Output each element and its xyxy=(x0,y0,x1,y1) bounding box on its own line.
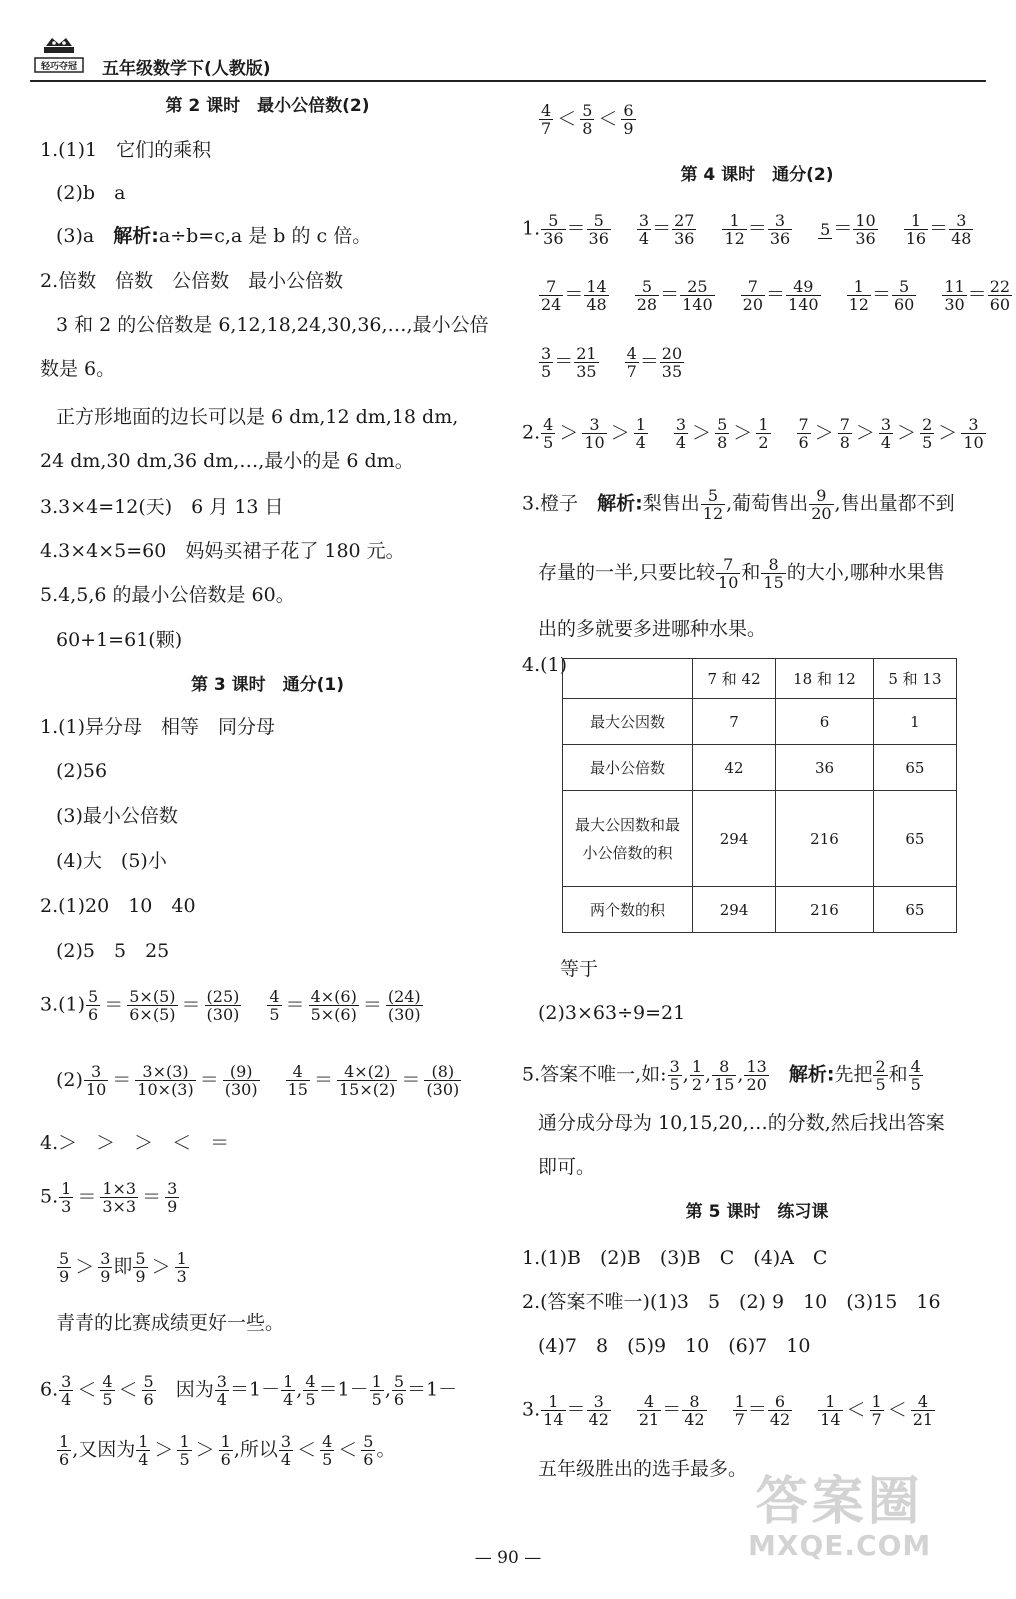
item-number: 4.(1) xyxy=(522,654,568,676)
answer-line: 24 dm,30 dm,36 dm,…,最小的是 6 dm。 xyxy=(40,450,414,472)
gcd-lcm-table xyxy=(562,658,957,933)
answer-line: 青青的比赛成绩更好一些。 xyxy=(56,1312,285,1334)
analysis-label: 解析: xyxy=(113,225,159,247)
answer-line: 正方形地面的边长可以是 6 dm,12 dm,18 dm, xyxy=(56,406,459,428)
equation-line: 存量的一半,只要比较 $\frac{7}{10}$ 和 $\frac{8}{15}$ 的大小,哪种水果售 xyxy=(538,555,945,592)
answer-line: (4)大 (5)小 xyxy=(56,850,167,872)
fraction: $\frac{1}{4}$ xyxy=(283,1372,294,1409)
answer-line: (2)3×63÷9=21 xyxy=(538,1002,686,1024)
answer-line: 通分成分母为 10,15,20,…的分数,然后找出答案 xyxy=(538,1112,945,1134)
fraction: $\frac{1}{5}$ xyxy=(179,1432,190,1469)
equation-line: 3.橙子 解析:梨售出 $\frac{5}{12}$ ,葡萄售出 $\frac{9}{20}$ ,售出量都不到 xyxy=(522,486,955,523)
fraction: $\frac{3\times(3)}{10\times(3)}$ xyxy=(137,1062,194,1099)
fraction: $\frac{(24)}{(30)}$ xyxy=(387,987,421,1024)
table-row: 最大公因数 7 6 1 xyxy=(563,699,957,745)
table-row: 最大公因数和最 小公倍数的积 294 216 65 xyxy=(563,791,957,887)
answer-line: 1.(1)1 它们的乘积 xyxy=(40,139,212,161)
answer-line: 5.4,5,6 的最小公倍数是 60。 xyxy=(40,584,295,606)
fraction: $\frac{(8)}{(30)}$ xyxy=(426,1062,460,1099)
item-number: 1. xyxy=(522,217,541,240)
item-number: 2. xyxy=(522,421,541,444)
answer-text: a÷b=c,a 是 b 的 c 倍。 xyxy=(158,225,372,247)
fraction: $\frac{3}{4}$ xyxy=(280,1432,292,1469)
fraction: $\frac{1}{4}$ xyxy=(138,1432,149,1469)
answer-line: 2.倍数 倍数 公倍数 最小公倍数 xyxy=(40,270,344,292)
equation-line: $\frac{4}{7}$ ＜ $\frac{5}{8}$ ＜ $\frac{6}{9}$ xyxy=(541,101,634,138)
fraction: $\frac{4}{15}$ xyxy=(287,1062,308,1099)
answer-line: 2.(1)20 10 40 xyxy=(40,895,196,917)
watermark-url: MXQE.COM xyxy=(748,1529,932,1562)
answer-line: 即可。 xyxy=(538,1156,596,1178)
item-number: 5. xyxy=(40,1185,59,1208)
answer-line: (2)b a xyxy=(56,182,126,204)
fraction: $\frac{1}{3}$ xyxy=(176,1249,187,1286)
equation-line: 2. $\frac{4}{5}$ ＞ $\frac{3}{10}$ ＞ $\frac{1}{4}$ $\frac{3}{4}$ ＞ $\frac{5}{8}$ ＞ $\frac{1}{2}$ $\frac{7}{6}$ ＞ $\frac{7}{8}$ ＞ $\frac{3}{4}$ ＞ $\frac{2}{5}$ ＞ $\frac{3}{10}$ xyxy=(522,415,984,452)
fraction: $\frac{5}{6}$ xyxy=(393,1372,405,1409)
answer-line: (4)7 8 (5)9 10 (6)7 10 xyxy=(538,1335,811,1357)
table-row: 最小公倍数 42 36 65 xyxy=(563,745,957,791)
section-title: 第 3 课时 通分(1) xyxy=(190,675,345,695)
answer-line: 五年级胜出的选手最多。 xyxy=(538,1458,748,1480)
equation-line: 3.(1) $\frac{5}{6}$ ＝ $\frac{5\times(5)}{6\times(5)}$ ＝ $\frac{(25)}{(30)}$ $\frac{4}{5}$ ＝ $\frac{4\times(6)}{5\times(6)}$ ＝ $\frac{(24)}{(30)}$ xyxy=(40,987,421,1024)
item-number: 6. xyxy=(40,1378,59,1401)
equation-line: 6. $\frac{3}{4}$ ＜ $\frac{4}{5}$ ＜ $\frac{5}{6}$ 因为 $\frac{3}{4}$ ＝1－ $\frac{1}{4}$ , $\frac{4}{5}$ ＝1－ $\frac{1}{5}$ , $\frac{5}{6}$ ＝1－ xyxy=(40,1372,458,1409)
section-title: 第 4 课时 通分(2) xyxy=(680,165,834,185)
equation-line: $\frac{1}{6}$ ,又因为 $\frac{1}{4}$ ＞ $\frac{1}{5}$ ＞ $\frac{1}{6}$ ,所以 $\frac{3}{4}$ ＜ $\frac{4}{5}$ ＜ $\frac{5}{6}$ 。 xyxy=(59,1432,396,1469)
fraction: $\frac{5\times(5)}{6\times(5)}$ xyxy=(129,987,176,1024)
answer-line: (3)最小公倍数 xyxy=(56,805,178,827)
watermark-logo: 答案圈 xyxy=(755,1472,924,1532)
fraction: $\frac{5}{6}$ xyxy=(363,1432,374,1469)
book-title: 五年级数学下(人教版) xyxy=(102,59,271,79)
table-row: 7 和 42 18 和 12 5 和 13 xyxy=(563,659,957,699)
answer-line: 1.(1)异分母 相等 同分母 xyxy=(40,716,276,738)
fraction: $\frac{1}{6}$ xyxy=(220,1432,231,1469)
page-number: — 90 — xyxy=(474,1548,542,1568)
answer-line: 4.＞ ＞ ＞ ＜ ＝ xyxy=(40,1132,230,1154)
equation-line: $\frac{3}{5}$ ＝ $\frac{21}{35}$ $\frac{4}{7}$ ＝ $\frac{20}{35}$ xyxy=(541,344,683,381)
equation-line: $\frac{5}{9}$ ＞ $\frac{3}{9}$ 即 $\frac{5}{9}$ ＞ $\frac{1}{3}$ xyxy=(59,1249,187,1286)
fraction: $\frac{1}{6}$ xyxy=(59,1432,70,1469)
fraction: $\frac{3}{4}$ xyxy=(61,1372,72,1409)
fraction: $\frac{5}{6}$ xyxy=(143,1372,154,1409)
fraction: $\frac{3}{10}$ xyxy=(85,1062,107,1099)
fraction: $\frac{4\times(2)}{15\times(2)}$ xyxy=(338,1062,396,1099)
answer-line xyxy=(56,223,371,249)
answer-line: 1.(1)B (2)B (3)B C (4)A C xyxy=(522,1247,828,1269)
fraction: $\frac{1}{5}$ xyxy=(371,1372,382,1409)
answer-line: 出的多就要多进哪种水果。 xyxy=(538,618,767,640)
equation-line: $\frac{7}{24}$ ＝ $\frac{14}{48}$ $\frac{5}{28}$ ＝ $\frac{25}{140}$ $\frac{7}{20}$ ＝ $\frac{49}{140}$ $\frac{1}{12}$ ＝ $\frac{5}{60}$ $\frac{11}{30}$ ＝ $\frac{22}{60}$ xyxy=(541,277,1011,314)
fraction: $\frac{4}{5}$ xyxy=(322,1432,333,1469)
fraction: $\frac{4}{7}$ xyxy=(541,101,552,138)
book-logo-icon xyxy=(32,32,86,76)
item-number: (2) xyxy=(56,1068,83,1091)
fraction: $\frac{5}{8}$ xyxy=(582,101,593,138)
fraction: $\frac{4}{5}$ xyxy=(269,987,280,1024)
section-title: 第 2 课时 最小公倍数(2) xyxy=(165,96,370,116)
fraction: $\frac{6}{9}$ xyxy=(623,101,634,138)
answer-line: (2)56 xyxy=(56,760,108,782)
fraction: $\frac{3}{9}$ xyxy=(167,1179,178,1216)
equation-line: 1. $\frac{5}{36}$ ＝ $\frac{5}{36}$ $\frac{3}{4}$ ＝ $\frac{27}{36}$ $\frac{1}{12}$ ＝ $\frac{3}{36}$ 5 ＝ $\frac{10}{36}$ $\frac{1}{16}$ ＝ $\frac{3}{48}$ xyxy=(522,211,972,248)
fraction: $\frac{5}{9}$ xyxy=(135,1249,146,1286)
answer-line: 3 和 2 的公倍数是 6,12,18,24,30,36,…,最小公倍 xyxy=(56,314,489,336)
fraction: $\frac{1\times 3}{3\times 3}$ xyxy=(102,1179,137,1216)
answer-line: 等于 xyxy=(560,958,599,980)
equation-line: 5.答案不唯一,如: $\frac{3}{5}$ , $\frac{1}{2}$ , $\frac{8}{15}$ , $\frac{13}{20}$ 解析:先把 $\frac{2}{5}$ 和 $\frac{4}{5}$ xyxy=(522,1057,921,1094)
answer-line: 3.3×4=12(天) 6 月 13 日 xyxy=(40,496,284,518)
fraction: $\frac{(9)}{(30)}$ xyxy=(224,1062,258,1099)
answer-line: 4.3×4×5=60 妈妈买裙子花了 180 元。 xyxy=(40,540,405,562)
answer-line: 数是 6。 xyxy=(40,358,116,380)
fraction: $\frac{4}{5}$ xyxy=(305,1372,316,1409)
fraction: $\frac{(25)}{(30)}$ xyxy=(206,987,240,1024)
item-number: 3.(1) xyxy=(40,993,86,1016)
answer-line: (2)5 5 25 xyxy=(56,940,170,962)
equation-line: (2) $\frac{3}{10}$ ＝ $\frac{3\times(3)}{10\times(3)}$ ＝ $\frac{(9)}{(30)}$ $\frac{4}{15}$ ＝ $\frac{4\times(2)}{15\times(2)}$ ＝ $\frac{(8)}{(30)}$ xyxy=(56,1062,460,1099)
page-header xyxy=(30,30,986,82)
answer-line: 2.(答案不唯一)(1)3 5 (2) 9 10 (3)15 16 xyxy=(522,1291,941,1313)
section-title: 第 5 课时 练习课 xyxy=(685,1202,829,1222)
fraction: $\frac{5}{9}$ xyxy=(59,1249,70,1286)
answer-line: 60+1=61(颗) xyxy=(56,629,183,651)
table-row: 两个数的积 294 216 65 xyxy=(563,887,957,933)
equation-line: 5. $\frac{1}{3}$ ＝ $\frac{1\times 3}{3\times 3}$ ＝ $\frac{3}{9}$ xyxy=(40,1179,178,1216)
watermark xyxy=(748,1472,932,1562)
fraction: $\frac{4\times(6)}{5\times(6)}$ xyxy=(310,987,357,1024)
equation-line: 3. $\frac{1}{14}$ ＝ $\frac{3}{42}$ $\frac{4}{21}$ ＝ $\frac{8}{42}$ $\frac{1}{7}$ ＝ $\frac{6}{42}$ $\frac{1}{14}$ ＜ $\frac{1}{7}$ ＜ $\frac{4}{21}$ xyxy=(522,1392,934,1429)
answer-text: (3)a xyxy=(56,225,95,247)
fraction: $\frac{4}{5}$ xyxy=(102,1372,113,1409)
fraction: $\frac{1}{3}$ xyxy=(61,1179,72,1216)
fraction: $\frac{3}{4}$ xyxy=(216,1372,227,1409)
logo-text: 轻巧夺冠 xyxy=(40,62,78,72)
fraction: $\frac{5}{6}$ xyxy=(88,987,99,1024)
fraction: $\frac{3}{9}$ xyxy=(100,1249,111,1286)
